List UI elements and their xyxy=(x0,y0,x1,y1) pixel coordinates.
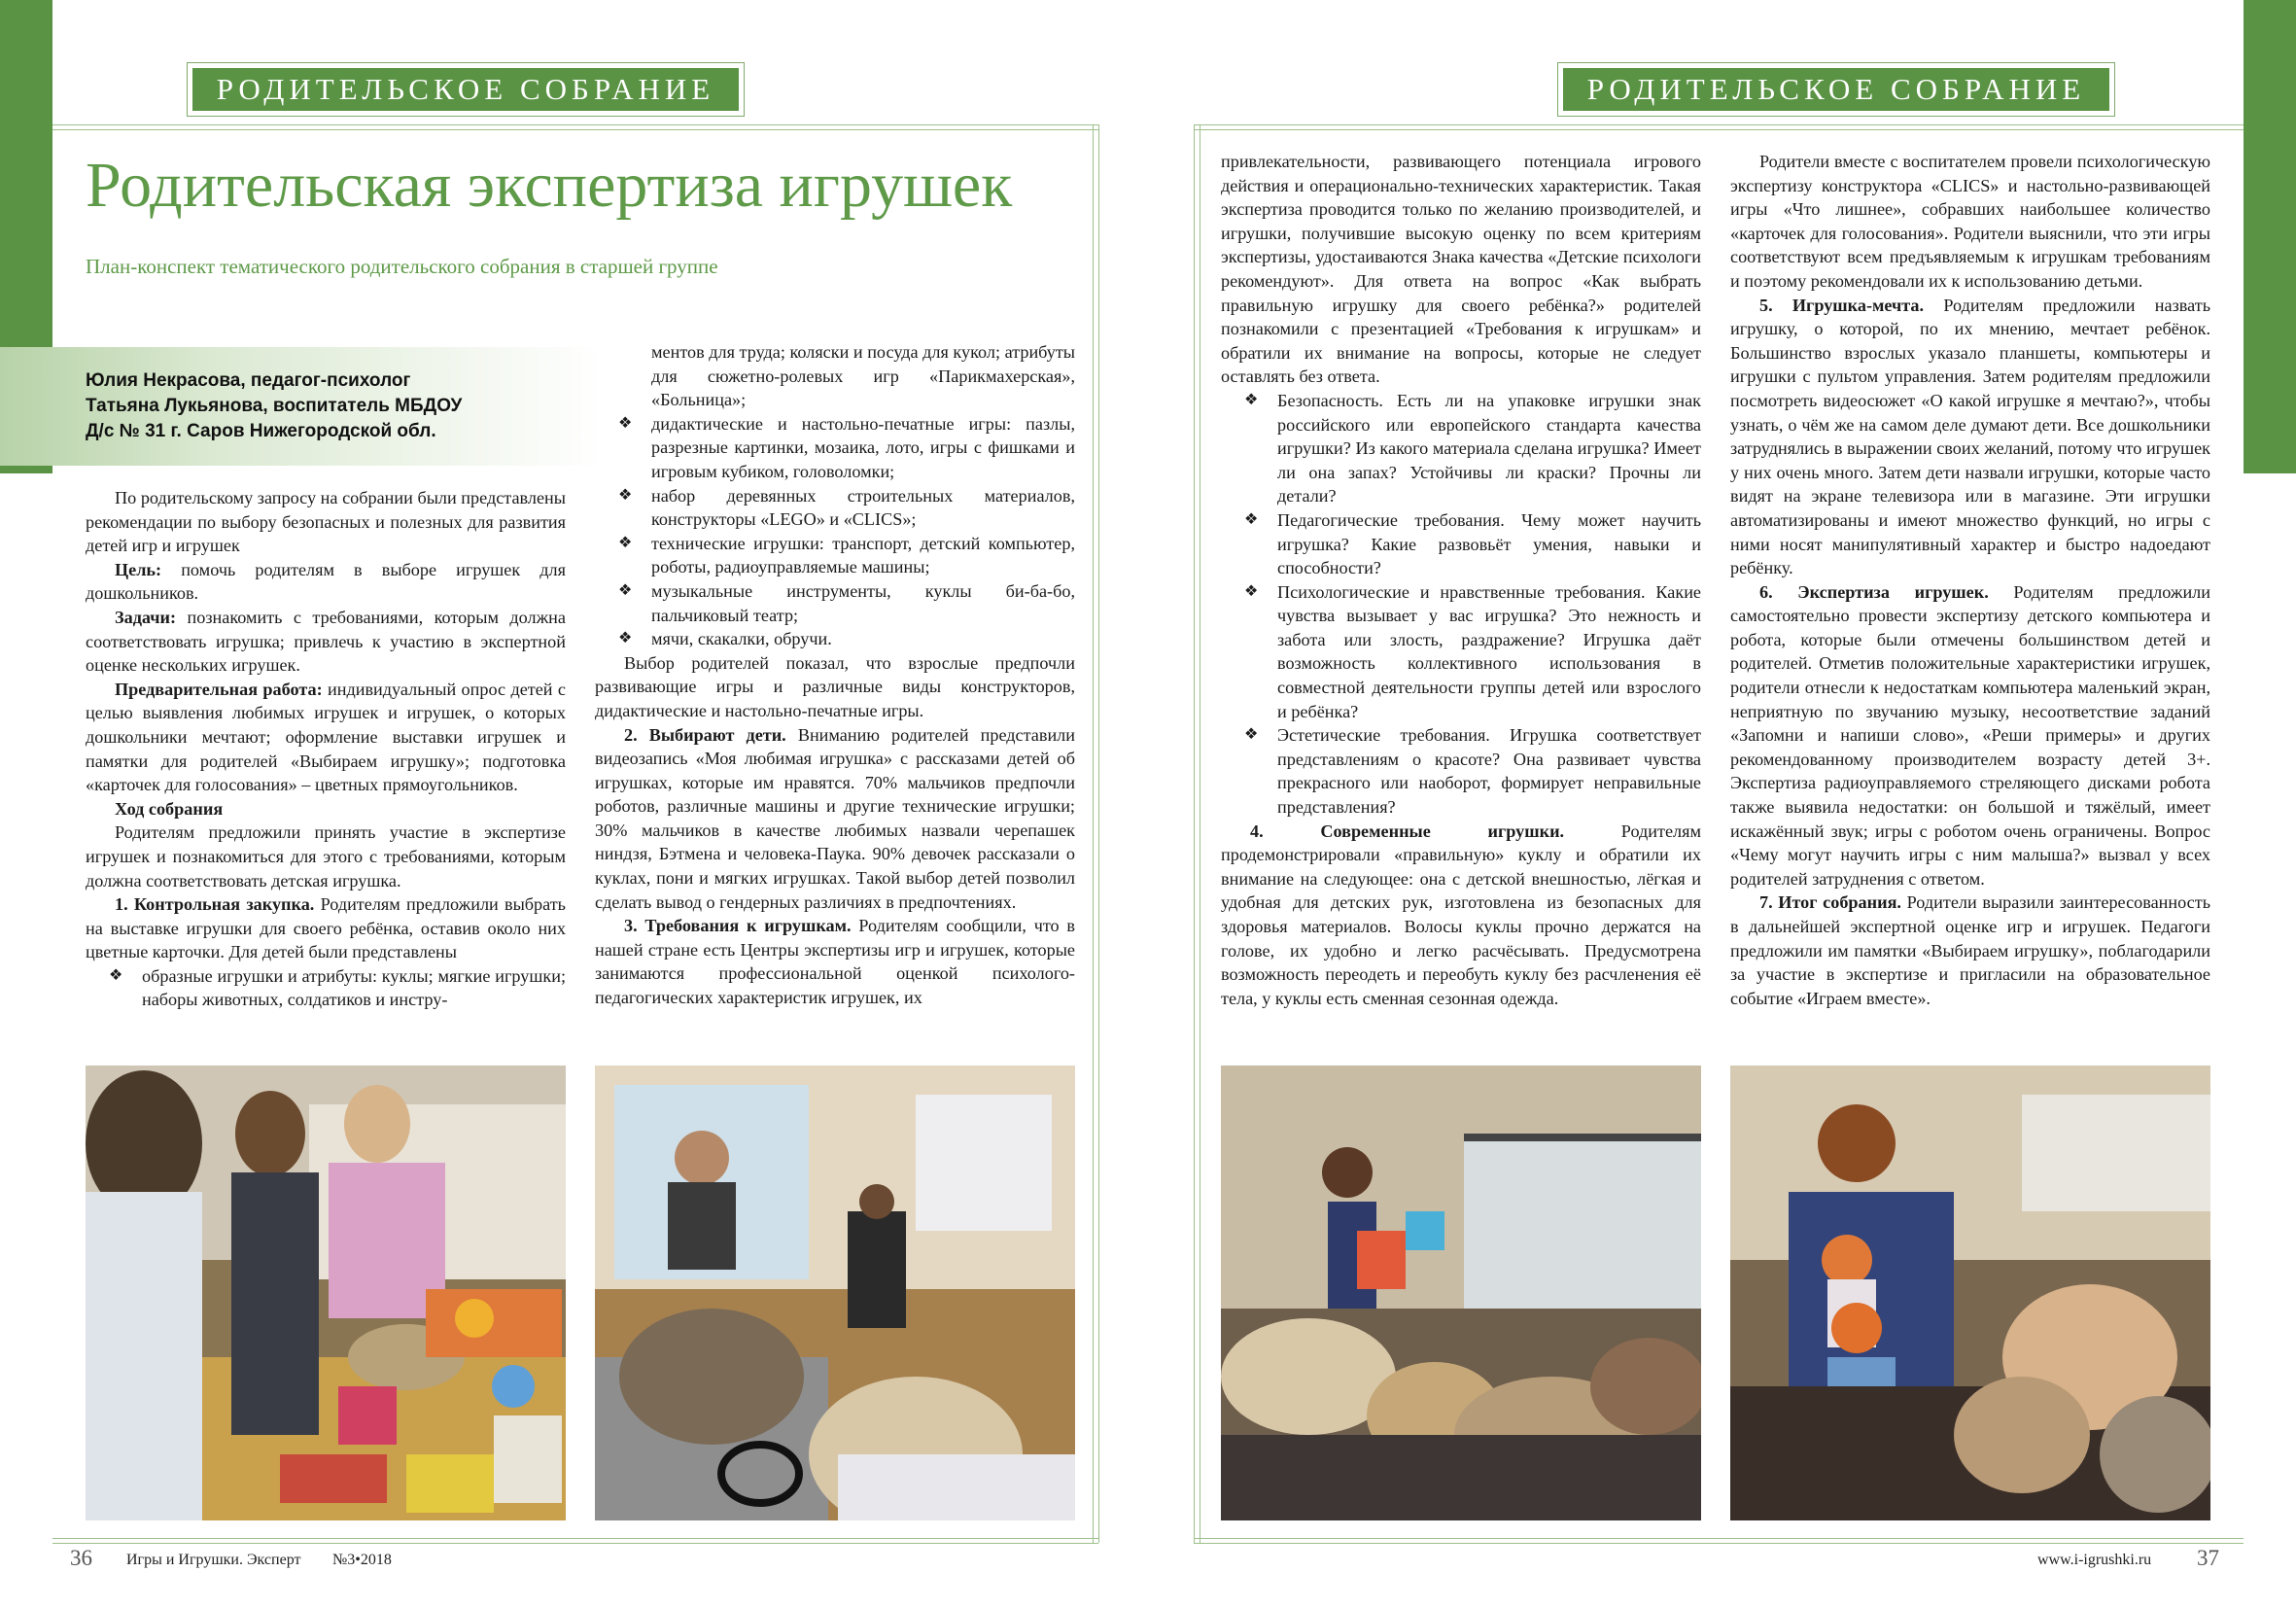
diamond-bullet-icon: ❖ xyxy=(109,966,123,984)
label-step-5: 5. Игрушка-мечта. xyxy=(1759,295,1925,315)
list-item-text: образные игрушки и атрибуты: куклы; мягкие игрушки; наборы животных, солдатиков и инстру- xyxy=(142,965,566,1010)
label-step-3: 3. Требования к игрушкам. xyxy=(624,916,852,936)
frame-line xyxy=(52,1538,1098,1539)
label-goal: Цель: xyxy=(115,559,162,579)
label-step-2: 2. Выбирают дети. xyxy=(624,724,786,745)
label-step-4: 4. Современные игрушки. xyxy=(1250,821,1565,841)
site-url: www.i-igrushki.ru xyxy=(2037,1552,2152,1568)
paragraph-text: Родителям продемонстрировали «правильную» куклу и обратили их внимание на следующее: она с детской внешностью, лёгкая и удобная для детских рук, изготовлена из безопасных для здоровья материалов. Волосы куклы прочно держатся на голове, их удобно и легко расчёсывать. Предусмотрена возможность переодеть и переобуть куклу без расчленения её тела, у куклы есть сменная сезонная одежда. xyxy=(1221,821,1701,1008)
article-subtitle: План-конспект тематического родительского собрания в старшей группе xyxy=(86,255,718,278)
paragraph xyxy=(1730,891,2210,1010)
paragraph-text: Родители выразили заинтересованность в дальнейшей экспертной оценке игр и игрушек. Педагоги предложили им памятки «Выбираем игрушку», поблагодарили за участие в экспертизе и пригласили на образовательное событие «Играем вместе». xyxy=(1730,892,2210,1008)
paragraph-text: познакомить с требованиями, которым должна соответствовать игрушка; привлечь к участию в экспертной оценке нескольких игрушек. xyxy=(86,607,566,676)
label-step-6: 6. Экспертиза игрушек. xyxy=(1759,581,1989,602)
section-banner-left xyxy=(187,62,745,117)
bullet-list xyxy=(86,964,566,1012)
diamond-bullet-icon: ❖ xyxy=(1244,391,1259,408)
paragraph: привлекательности, развивающего потенциала игрового действия и операционально-технических характеристик. Такая экспертиза проводится только по желанию производителей, и игрушки, получившие высокую оценку по всем критериям экспертизы, удостаиваются Знака качества «Детские психологи рекомендуют». Для ответа на вопрос «Как выбрать правильную игрушку для своего ребёнка?» родителей познакомили с презентацией «Требования к игрушкам» и обратили их внимание на вопросы, которые не следует оставлять без ответа. xyxy=(1221,152,1701,387)
author-line: Д/с № 31 г. Саров Нижегородской обл. xyxy=(86,421,436,441)
authors-block xyxy=(0,347,603,466)
diamond-bullet-icon: ❖ xyxy=(618,414,633,432)
frame-line xyxy=(1194,124,1195,1543)
section-banner-label: РОДИТЕЛЬСКОЕ СОБРАНИЕ xyxy=(1563,68,2109,111)
list-item-text: набор деревянных строительных материалов, конструкторы «LEGO» и «CLICS»; xyxy=(651,485,1075,530)
photo-toy-exhibition-art xyxy=(86,1066,566,1520)
label-prep: Предварительная работа: xyxy=(115,679,323,699)
photo-doll-presentation xyxy=(1730,1066,2210,1520)
paragraph xyxy=(86,558,566,606)
bullet-list xyxy=(595,340,1075,651)
text-column-1 xyxy=(86,486,566,1012)
label-step-1: 1. Контрольная закупка. xyxy=(115,894,315,915)
list-item-text: дидактические и настольно-печатные игры: пазлы, разрезные картинки, мозаика, лото, игры с фишками и игровым кубиком, головоломки; xyxy=(651,413,1075,481)
list-item-text: Психологические и нравственные требования. Какие чувства вызывает у вас игрушка? Это нежность и забота или злость, раздражение? Игрушка даёт возможность коллективного использования в совместной деятельности группы детей или взрослого и ребёнка? xyxy=(1277,581,1701,721)
section-banner-label: РОДИТЕЛЬСКОЕ СОБРАНИЕ xyxy=(192,68,739,111)
list-item-text: ментов для труда; коляски и посуда для кукол; атрибуты для сюжетно-ролевых игр «Парикмахерская», «Больница»; xyxy=(651,342,1075,410)
paragraph xyxy=(86,892,566,964)
diamond-bullet-icon: ❖ xyxy=(618,581,633,599)
photo-video-screening xyxy=(595,1066,1075,1520)
list-item-text: музыкальные инструменты, куклы би-ба-бо, пальчиковый театр; xyxy=(651,580,1075,625)
list-item-text: Эстетические требования. Игрушка соответствует представлениям о красоте? Она развивает чувства прекрасного или наоборот, формирует неправильные представления? xyxy=(1277,725,1701,818)
paragraph-text: Родителям предложили назвать игрушку, о которой, по их мнению, мечтает ребёнок. Большинство взрослых указало планшеты, компьютеры и игрушки с пультом управления. Затем родителям предложили посмотреть видеосюжет «О какой игрушке я мечтаю?», чтобы узнать, о чём же на самом деле думают дети. Все дошкольники затруднялись в выражении своих желаний, потому что игрушек у них очень много. Затем дети назвали игрушки, которые часто видят на экране телевизора или в магазине. Эти игрушки автоматизированы и имеют множество функций, но игры с ними носят манипулятивный характер и быстро надоедают ребёнку. xyxy=(1730,295,2210,578)
section-banner-right xyxy=(1557,62,2115,117)
list-item-text: мячи, скакалки, обручи. xyxy=(651,629,832,649)
list-item-text: Безопасность. Есть ли на упаковке игрушки знак российского или европейского стандарта качества игрушки? Из какого материала сделана игрушка? Имеет ли она запах? Устойчивы ли краски? Прочны ли детали? xyxy=(1277,390,1701,507)
list-item xyxy=(618,412,1075,484)
label-tasks: Задачи: xyxy=(115,607,177,627)
diamond-bullet-icon: ❖ xyxy=(1244,510,1259,528)
paragraph-text: помочь родителям в выборе игрушек для дошкольников. xyxy=(86,559,566,604)
paragraph-text: Вниманию родителей представили видеозапись «Моя любимая игрушка» с рассказами детей об игрушках, которые им нравятся. 70% мальчиков предпочли роботов, различные машины и другие технические игрушки; 30% мальчиков в качестве любимых назвали черепашек ниндзя, Бэтмена и человека-Паука. 90% девочек рассказали о куклах, пони и мягких игрушках. Такой выбор детей позволил сделать вывод о гендерных различиях в предпочтениях. xyxy=(595,724,1075,912)
list-item xyxy=(618,484,1075,532)
diamond-bullet-icon: ❖ xyxy=(1244,582,1259,600)
frame-line xyxy=(1098,124,1099,1543)
diamond-bullet-icon: ❖ xyxy=(618,630,633,647)
page-number-right: 37 xyxy=(2197,1546,2219,1570)
list-item-text: Педагогические требования. Чему может научить игрушка? Какие развовьёт умения, навыки и способности? xyxy=(1277,509,1701,578)
page-number-left: 36 xyxy=(70,1546,92,1570)
frame-line xyxy=(1093,124,1094,1543)
bullet-list xyxy=(1221,389,1701,820)
frame-line xyxy=(1194,124,2244,125)
list-item xyxy=(1244,723,1701,819)
paragraph: По родительскому запросу на собрании были представлены рекомендации по выбору безопасных и полезных для развития детей игр и игрушек xyxy=(86,488,566,556)
author-line: Татьяна Лукьянова, воспитатель МБДОУ xyxy=(86,396,463,416)
journal-name: Игры и Игрушки. Эксперт xyxy=(126,1552,301,1568)
frame-line xyxy=(1194,129,2244,130)
issue-number: №3•2018 xyxy=(332,1552,392,1568)
diamond-bullet-icon: ❖ xyxy=(1244,726,1259,744)
photo-video-screening-art xyxy=(595,1066,1075,1520)
paragraph: Выбор родителей показал, что взрослые предпочли развивающие игры и различные виды конструкторов, дидактические и настольно-печатные игры. xyxy=(595,652,1075,720)
diamond-bullet-icon: ❖ xyxy=(618,534,633,551)
paragraph xyxy=(86,606,566,678)
section-heading: Ход собрания xyxy=(115,798,224,819)
paragraph xyxy=(1730,294,2210,580)
text-column-3 xyxy=(1221,150,1701,1010)
list-item xyxy=(109,964,566,1012)
paragraph xyxy=(595,914,1075,1009)
paragraph-text: Родителям сообщили, что в нашей стране есть Центры экспертизы игр и игрушек, которые занимаются профессиональной оценкой психолого-педагогических характеристик игрушек, их xyxy=(595,916,1076,1008)
diamond-bullet-icon: ❖ xyxy=(618,486,633,504)
photo-toy-demonstration-art xyxy=(1221,1066,1701,1520)
photo-doll-presentation-art xyxy=(1730,1066,2210,1520)
paragraph xyxy=(86,678,566,797)
list-item xyxy=(618,579,1075,627)
paragraph: Родители вместе с воспитателем провели психологическую экспертизу конструктора «CLICS» и настольно-развивающей игры «Что лишнее», собравших наибольшее количество «карточек для голосования». Родители выяснили, что эти игры соответствуют всем предъявляемым к игрушкам требованиям и поэтому рекомендовали их к использованию детьми. xyxy=(1730,152,2210,291)
paragraph: Родителям предложили принять участие в экспертизе игрушек и познакомиться для этого с требованиями, которым должна соответствовать детская игрушка. xyxy=(86,822,566,891)
list-item-text: технические игрушки: транспорт, детский компьютер, роботы, радиоуправляемые машины; xyxy=(651,533,1075,577)
list-item xyxy=(1244,389,1701,508)
paragraph-text: индивидуальный опрос детей с целью выявления любимых игрушек и игрушек, о которых дошкольники мечтают; оформление выставки игрушек и памятки для родителей «Выбираем игрушку»; подготовка «карточек для голосования» – цветных прямоугольников. xyxy=(86,679,566,795)
list-item xyxy=(651,340,1075,412)
article-title: Родительская экспертиза игрушек xyxy=(86,150,1013,221)
frame-line xyxy=(52,124,1098,125)
list-item xyxy=(618,532,1075,579)
photo-toy-demonstration xyxy=(1221,1066,1701,1520)
paragraph xyxy=(1221,820,1701,1011)
frame-line xyxy=(1194,1543,2244,1544)
right-edge-bar xyxy=(2244,0,2296,473)
frame-line xyxy=(1194,1538,2244,1539)
paragraph-text: Родителям предложили выбрать на выставке игрушки для своего ребёнка, оставив около них цветные карточки. Для детей были представлены xyxy=(86,894,566,962)
text-column-2 xyxy=(595,340,1075,1010)
author-line: Юлия Некрасова, педагог-психолог xyxy=(86,370,411,391)
label-step-7: 7. Итог собрания. xyxy=(1759,892,1901,913)
paragraph-text: Родителям предложили самостоятельно провести экспертизу детского компьютера и робота, которые были отмечены большинством детей и родителей. Отметив положительные характеристики игрушек, родители отнесли к недостаткам компьютера маленький экран, неприятную по звучанию музыку, несоответствие заданий «Запомни и напиши слово», «Реши примеры» и других рекомендованному производителем возрасту детей 3+. Экспертиза радиоуправляемого стреляющего дисками робота также выявила недостатки: он большой и тяжёлый, имеет искажённый звук; игры с роботом очень ограничены. Вопрос «Чему могут научить игры с ним малыша?» вызвал у всех родителей затруднения с ответом. xyxy=(1730,581,2210,889)
text-column-4 xyxy=(1730,150,2210,1010)
frame-line xyxy=(52,129,1098,130)
frame-line xyxy=(52,1543,1098,1544)
paragraph xyxy=(595,723,1075,915)
list-item xyxy=(1244,580,1701,724)
list-item xyxy=(618,627,1075,651)
paragraph xyxy=(1730,580,2210,891)
photo-toy-exhibition xyxy=(86,1066,566,1520)
list-item xyxy=(1244,508,1701,580)
